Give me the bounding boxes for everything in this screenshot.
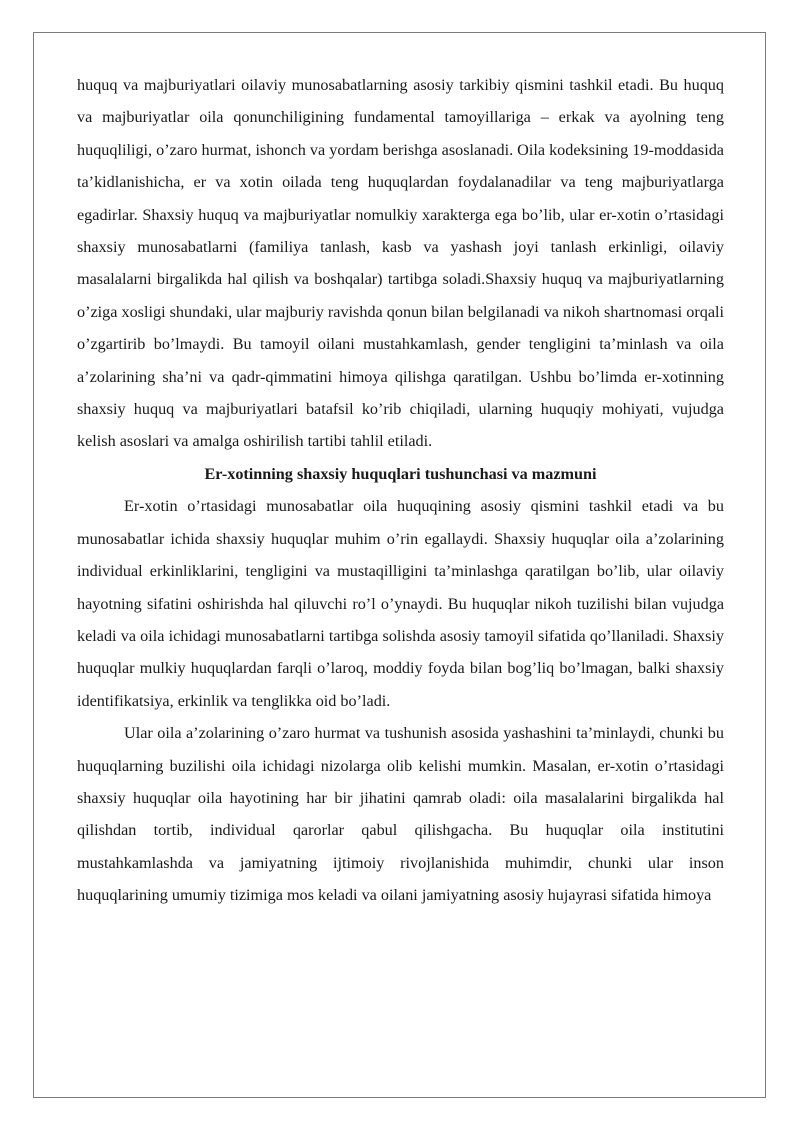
document-body — [77, 69, 724, 912]
section-heading: Er-xotinning shaxsiy huquqlari tushunchasi va mazmuni — [204, 464, 597, 483]
body-paragraph-1: Er-xotin o’rtasidagi munosabatlar oila huquqining asosiy qismini tashkil etadi va bu munosabatlar ichida shaxsiy huquqlar muhim o’rin egallaydi. Shaxsiy huquqlar oila a’zolarining individual erkinliklarini, tengligini va mustaqilligini ta’minlashga qaratilgan bo’lib, ular oilaviy hayotning sifatini oshirishda hal qiluvchi ro’l o’ynaydi. Bu huquqlar nikoh tuzilishi bilan vujudga keladi va oila ichidagi munosabatlarni tartibga solishda asosiy tamoyil sifatida qo’llaniladi. Shaxsiy huquqlar mulkiy huquqlardan farqli o’laroq, moddiy foyda bilan bog’liq bo’lmagan, balki shaxsiy identifikatsiya, erkinlik va tenglikka oid bo’ladi. — [77, 497, 724, 710]
intro-paragraph: huquq va majburiyatlari oilaviy munosabatlarning asosiy tarkibiy qismini tashkil etadi. Bu huquq va majburiyatlar oila qonunchiligining fundamental tamoyillariga – erkak va ayolning teng huquqliligi, o’zaro hurmat, ishonch va yordam berishga asoslanadi. Oila kodeksining 19-moddasida ta’kidlanishicha, er va xotin oilada teng huquqlardan foydalanadilar va teng majburiyatlarga egadirlar. Shaxsiy huquq va majburiyatlar nomulkiy xarakterga ega bo’lib, ular er-xotin o’rtasidagi shaxsiy munosabatlarni (familiya tanlash, kasb va yashash joyi tanlash erkinligi, oilaviy masalalarni birgalikda hal qilish va boshqalar) tartibga soladi.Shaxsiy huquq va majburiyatlarning o’ziga xosligi shundaki, ular majburiy ravishda qonun bilan belgilanadi va nikoh shartnomasi orqali o’zgartirib bo’lmaydi. Bu tamoyil oilani mustahkamlash, gender tengligini ta’minlash va oila a’zolarining sha’ni va qadr-qimmatini himoya qilishga qaratilgan. Ushbu bo’limda er-xotinning shaxsiy huquq va majburiyatlari batafsil ko’rib chiqiladi, ularning huquqiy mohiyati, vujudga kelish asoslari va amalga oshirilish tartibi tahlil etiladi. — [77, 76, 724, 451]
body-paragraph-2: Ular oila a’zolarining o’zaro hurmat va tushunish asosida yashashini ta’minlaydi, chunki bu huquqlarning buzilishi oila ichidagi nizolarga olib kelishi mumkin. Masalan, er-xotin o’rtasidagi shaxsiy huquqlar oila hayotining har bir jihatini qamrab oladi: oila masalalarini birgalikda hal qilishdan tortib, individual qarorlar qabul qilishgacha. Bu huquqlar oila institutini mustahkamlashda va jamiyatning ijtimoiy rivojlanishida muhimdir, chunki ular inson huquqlarining umumiy tizimiga mos keladi va oilani jamiyatning asosiy hujayrasi sifatida himoya — [77, 724, 724, 905]
